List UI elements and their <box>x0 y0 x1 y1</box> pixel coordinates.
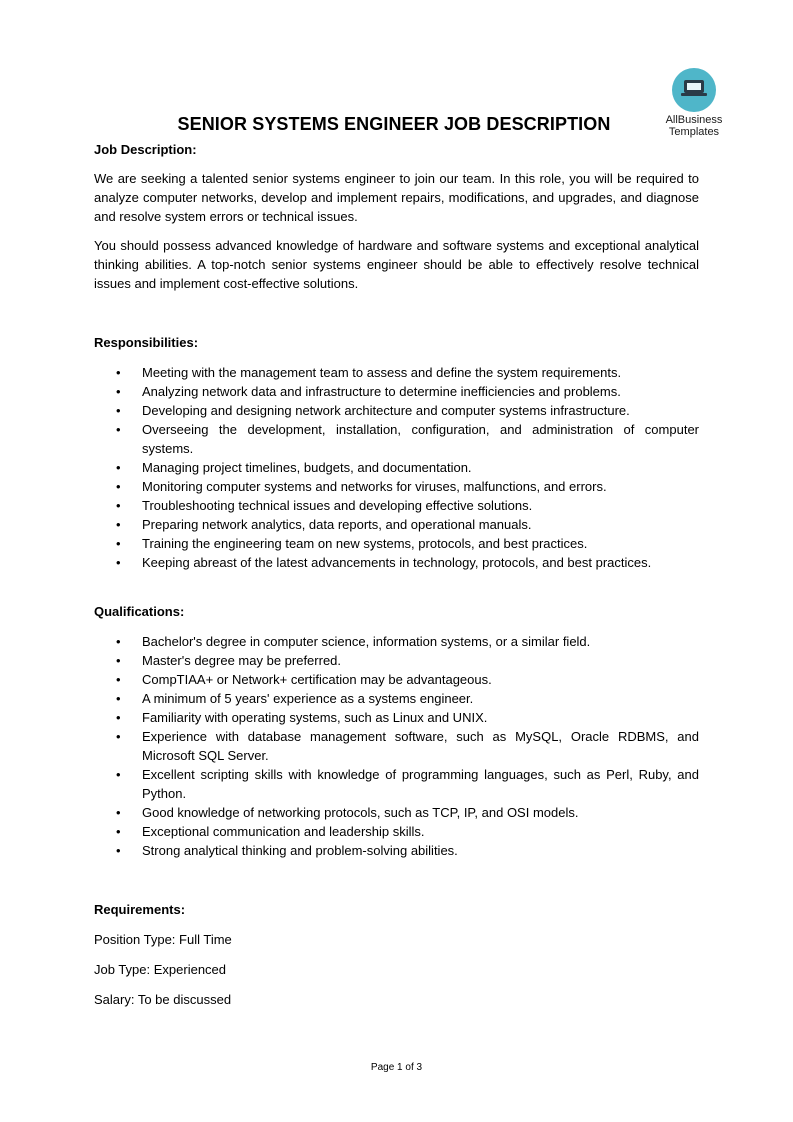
bullet-icon: • <box>116 824 121 839</box>
bullet-icon: • <box>116 767 121 782</box>
list-item: • Training the engineering team on new systems, protocols, and best practices. <box>116 536 588 551</box>
requirement-salary: Salary: To be discussed <box>94 992 232 1007</box>
job-description-paragraph-2: You should possess advanced knowledge of hardware and software systems and exceptional analytical thinking abilities. A top-notch senior systems engineer should be able to effectively resolve technical issues and implement cost-effective solutions. <box>94 238 699 291</box>
bullet-icon: • <box>116 691 121 706</box>
bullet-icon: • <box>116 536 121 551</box>
list-item: • Master's degree may be preferred. <box>116 653 342 668</box>
list-item: • Keeping abreast of the latest advancements in technology, protocols, and best practices. <box>116 555 652 570</box>
list-item: • Excellent scripting skills with knowledge of programming languages, such as Perl, Ruby, and Python. <box>116 767 699 801</box>
bullet-icon: • <box>116 460 121 475</box>
logo-line-1: AllBusiness <box>665 114 723 126</box>
bullet-icon: • <box>116 498 121 513</box>
requirements-heading: Requirements: <box>94 902 186 917</box>
bullet-icon: • <box>116 710 121 725</box>
requirement-job-type: Job Type: Experienced <box>94 962 227 977</box>
list-item: • Analyzing network data and infrastructure to determine inefficiencies and problems. <box>116 384 621 399</box>
qualifications-heading: Qualifications: <box>94 604 185 619</box>
document-title: SENIOR SYSTEMS ENGINEER JOB DESCRIPTION <box>177 114 611 134</box>
bullet-icon: • <box>116 555 121 570</box>
qualifications-list <box>94 632 699 860</box>
list-item: • Familiarity with operating systems, such as Linux and UNIX. <box>116 710 488 725</box>
list-item: • Developing and designing network architecture and computer systems infrastructure. <box>116 403 630 418</box>
laptop-icon <box>672 68 716 112</box>
bullet-icon: • <box>116 672 121 687</box>
bullet-icon: • <box>116 843 121 858</box>
list-item: • Troubleshooting technical issues and developing effective solutions. <box>116 498 533 513</box>
bullet-icon: • <box>116 365 121 380</box>
list-item: • Overseeing the development, installation, configuration, and administration of computer systems. <box>116 422 699 456</box>
list-item: • A minimum of 5 years' experience as a systems engineer. <box>116 691 474 706</box>
list-item: • Good knowledge of networking protocols, such as TCP, IP, and OSI models. <box>116 805 579 820</box>
document-body <box>94 140 699 1009</box>
responsibilities-list <box>94 363 699 572</box>
bullet-icon: • <box>116 517 121 532</box>
page-number: Page 1 of 3 <box>370 1062 423 1073</box>
job-description-paragraph-1: We are seeking a talented senior systems engineer to join our team. In this role, you will be required to analyze computer networks, develop and implement repairs, modifications, and upgrades, and diagnose and resolve system errors or technical issues. <box>94 171 699 224</box>
bullet-icon: • <box>116 479 121 494</box>
list-item: • Strong analytical thinking and problem-solving abilities. <box>116 843 458 858</box>
list-item: • Preparing network analytics, data reports, and operational manuals. <box>116 517 532 532</box>
bullet-icon: • <box>116 653 121 668</box>
job-description-heading: Job Description: <box>94 142 197 157</box>
list-item: • Managing project timelines, budgets, and documentation. <box>116 460 472 475</box>
bullet-icon: • <box>116 634 121 649</box>
list-item: • Experience with database management software, such as MySQL, Oracle RDBMS, and Microsoft SQL Server. <box>116 729 699 763</box>
bullet-icon: • <box>116 729 121 744</box>
bullet-icon: • <box>116 805 121 820</box>
list-item: • CompTIAA+ or Network+ certification may be advantageous. <box>116 672 492 687</box>
logo-line-2: Templates <box>668 126 720 138</box>
list-item: • Meeting with the management team to assess and define the system requirements. <box>116 365 622 380</box>
responsibilities-heading: Responsibilities: <box>94 335 199 350</box>
bullet-icon: • <box>116 384 121 399</box>
requirement-position-type: Position Type: Full Time <box>94 932 232 947</box>
bullet-icon: • <box>116 422 121 437</box>
list-item: • Bachelor's degree in computer science, information systems, or a similar field. <box>116 634 591 649</box>
list-item: • Monitoring computer systems and networks for viruses, malfunctions, and errors. <box>116 479 607 494</box>
bullet-icon: • <box>116 403 121 418</box>
list-item: • Exceptional communication and leadership skills. <box>116 824 425 839</box>
